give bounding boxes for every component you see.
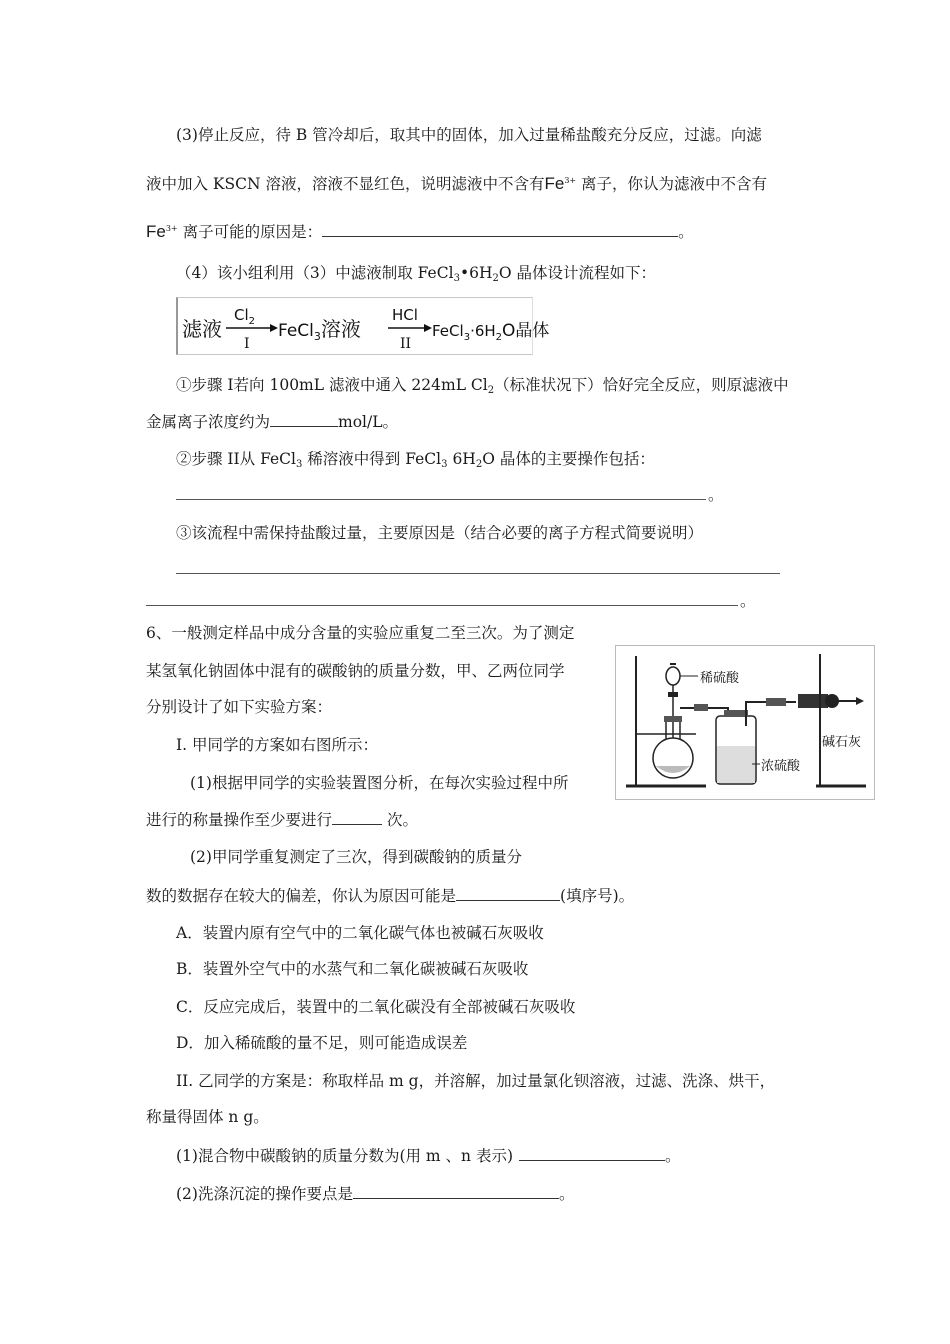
q6-p2-line-1: (2)甲同学重复测定了三次，得到碳酸钠的质量分	[190, 848, 522, 866]
flow-diagram-svg	[178, 298, 550, 354]
q4-step1-sub: 2	[487, 385, 495, 396]
q4-step2-line	[176, 448, 655, 476]
flow-start: 滤液	[182, 317, 222, 341]
q4-step1-a: ①步骤 I若向 100mL 滤液中通入 224mL Cl	[176, 376, 488, 394]
q4-step3-end: 。	[740, 592, 756, 610]
q4-intro	[176, 262, 656, 290]
q6-p2-line2b: (填序号)。	[560, 887, 635, 905]
q4-step1-line2a: 金属离子浓度约为	[146, 413, 271, 431]
flow-mid: FeCl$_3$溶液	[278, 317, 361, 343]
q6-reason-blank[interactable]	[456, 884, 560, 901]
q4-intro-a: （4）该小组利用（3）中滤液制取 FeCl	[176, 264, 454, 282]
q4-step2-end: 。	[708, 486, 724, 504]
q4-step2-c: 6H	[447, 450, 476, 468]
q4-intro-b: •6H	[459, 264, 493, 282]
q6-p1-line-2	[146, 808, 418, 831]
q6-part-i: I. 甲同学的方案如右图所示：	[176, 736, 378, 754]
q4-step2-b: 稀溶液中得到 FeCl	[302, 450, 442, 468]
q6-p1-line-1: (1)根据甲同学的实验装置图分析，在每次实验过程中所	[190, 774, 569, 792]
q4-intro-c: O 晶体设计流程如下：	[498, 264, 656, 282]
flow-reagent-1: $Cl_2$	[234, 306, 256, 327]
q4-concentration-blank[interactable]	[270, 410, 338, 427]
q6-ii-2a: (2)洗涤沉淀的操作要点是	[176, 1185, 353, 1203]
q3-answer-blank[interactable]	[322, 220, 678, 237]
flow-arrowhead-1	[270, 324, 278, 332]
q6-part-ii-line-2: 称量得固体 n g。	[146, 1108, 269, 1126]
q3-line-1: (3)停止反应，待 B 管冷却后，取其中的固体，加入过量稀盐酸充分反应，过滤。向滤	[176, 126, 762, 144]
q3-line-3b: 离子可能的原因是：	[177, 223, 323, 242]
label-soda-lime: 碱石灰	[822, 735, 862, 750]
q4-step2-d: O 晶体的主要操作包括：	[482, 450, 655, 468]
q6-option-c: C．反应完成后，装置中的二氧化碳没有全部被碱石灰吸收	[176, 998, 576, 1016]
q3-line-2	[146, 170, 767, 195]
flow-step-2: II	[400, 336, 412, 352]
flow-reagent-2: HCl	[392, 306, 418, 324]
flow-arrowhead-2	[424, 324, 432, 332]
q4-step1-line-1	[176, 374, 789, 402]
q6-washing-blank[interactable]	[353, 1182, 559, 1199]
q6-part-ii-line-1: II. 乙同学的方案是：称取样品 m g，并溶解，加过量氯化钡溶液，过滤、洗涤、烘干，	[176, 1072, 776, 1090]
q3-line-2a: 液中加入 KSCN 溶液，溶液不显红色，说明滤液中不含有	[146, 175, 545, 194]
q4-step2-sub3: 2	[475, 459, 483, 470]
label-conc-sulfuric-acid: 浓硫酸	[761, 759, 801, 774]
q6-ii-2	[176, 1182, 574, 1205]
apparatus-figure	[615, 645, 875, 800]
q6-p1-line2b: 次。	[382, 811, 418, 829]
q4-step2-a: ②步骤 II从 FeCl	[176, 450, 296, 468]
label-dilute-sulfuric-acid: 稀硫酸	[700, 671, 740, 686]
q4-intro-sub2: 2	[492, 273, 499, 284]
q4-step1-b: （标准状况下）恰好完全反应，则原滤液中	[494, 376, 789, 394]
q6-option-b: B．装置外空气中的水蒸气和二氧化碳被碱石灰吸收	[176, 960, 529, 978]
q6-ii-1a: (1)混合物中碳酸钠的质量分数为(用 m 、n 表示)	[176, 1147, 514, 1165]
flow-end: $FeCl_3\cdot 6H_2O$晶体	[432, 321, 550, 343]
fe-ion-charge-1: 3+	[564, 176, 577, 185]
q6-line-1: 6、一般测定样品中成分含量的实验应重复二至三次。为了测定	[146, 624, 575, 642]
q4-step2-answer-line[interactable]	[176, 499, 706, 500]
q4-step2-sub1: 3	[296, 459, 303, 470]
q6-p2-line-2	[146, 884, 634, 907]
q3-line-2b: 离子，你认为滤液中不含有	[576, 175, 768, 194]
flow-diagram	[176, 297, 550, 355]
q6-weigh-count-blank[interactable]	[332, 808, 382, 825]
q6-line-2: 某氢氧化钠固体中混有的碳酸钠的质量分数，甲、乙两位同学	[146, 662, 565, 680]
q6-option-d: D．加入稀硫酸的量不足，则可能造成误差	[176, 1034, 468, 1052]
q6-ii-1	[176, 1144, 681, 1167]
q4-step1-line2b: mol/L。	[338, 413, 399, 431]
q4-step1-line-2	[146, 410, 398, 433]
q6-option-a: A．装置内原有空气中的二氧化碳气体也被碱石灰吸收	[176, 924, 544, 942]
q3-end: 。	[678, 223, 694, 242]
q6-ii-2b: 。	[558, 1185, 575, 1203]
q4-step3-answer-line-2[interactable]	[146, 605, 738, 606]
q6-p2-line2a: 数的数据存在较大的偏差，你认为原因可能是	[146, 887, 457, 905]
apparatus-svg	[616, 646, 874, 799]
q4-intro-sub1: 3	[453, 273, 460, 284]
q6-p1-line2a: 进行的称量操作至少要进行	[146, 811, 333, 829]
q4-step3-line: ③该流程中需保持盐酸过量，主要原因是（结合必要的离子方程式简要说明）	[176, 524, 704, 542]
flow-step-1: I	[244, 336, 250, 352]
q6-line-3: 分别设计了如下实验方案：	[146, 698, 333, 716]
q6-ii-1b: 。	[665, 1147, 681, 1165]
fe-ion-charge-2: 3+	[165, 224, 178, 233]
q6-mass-fraction-blank[interactable]	[519, 1144, 665, 1161]
q4-step2-sub2: 3	[441, 459, 448, 470]
q4-step3-answer-line-1[interactable]	[176, 573, 780, 574]
fe-ion-1: Fe	[544, 174, 565, 194]
q3-line-3	[146, 218, 694, 243]
fe-ion-2: Fe	[146, 222, 166, 242]
